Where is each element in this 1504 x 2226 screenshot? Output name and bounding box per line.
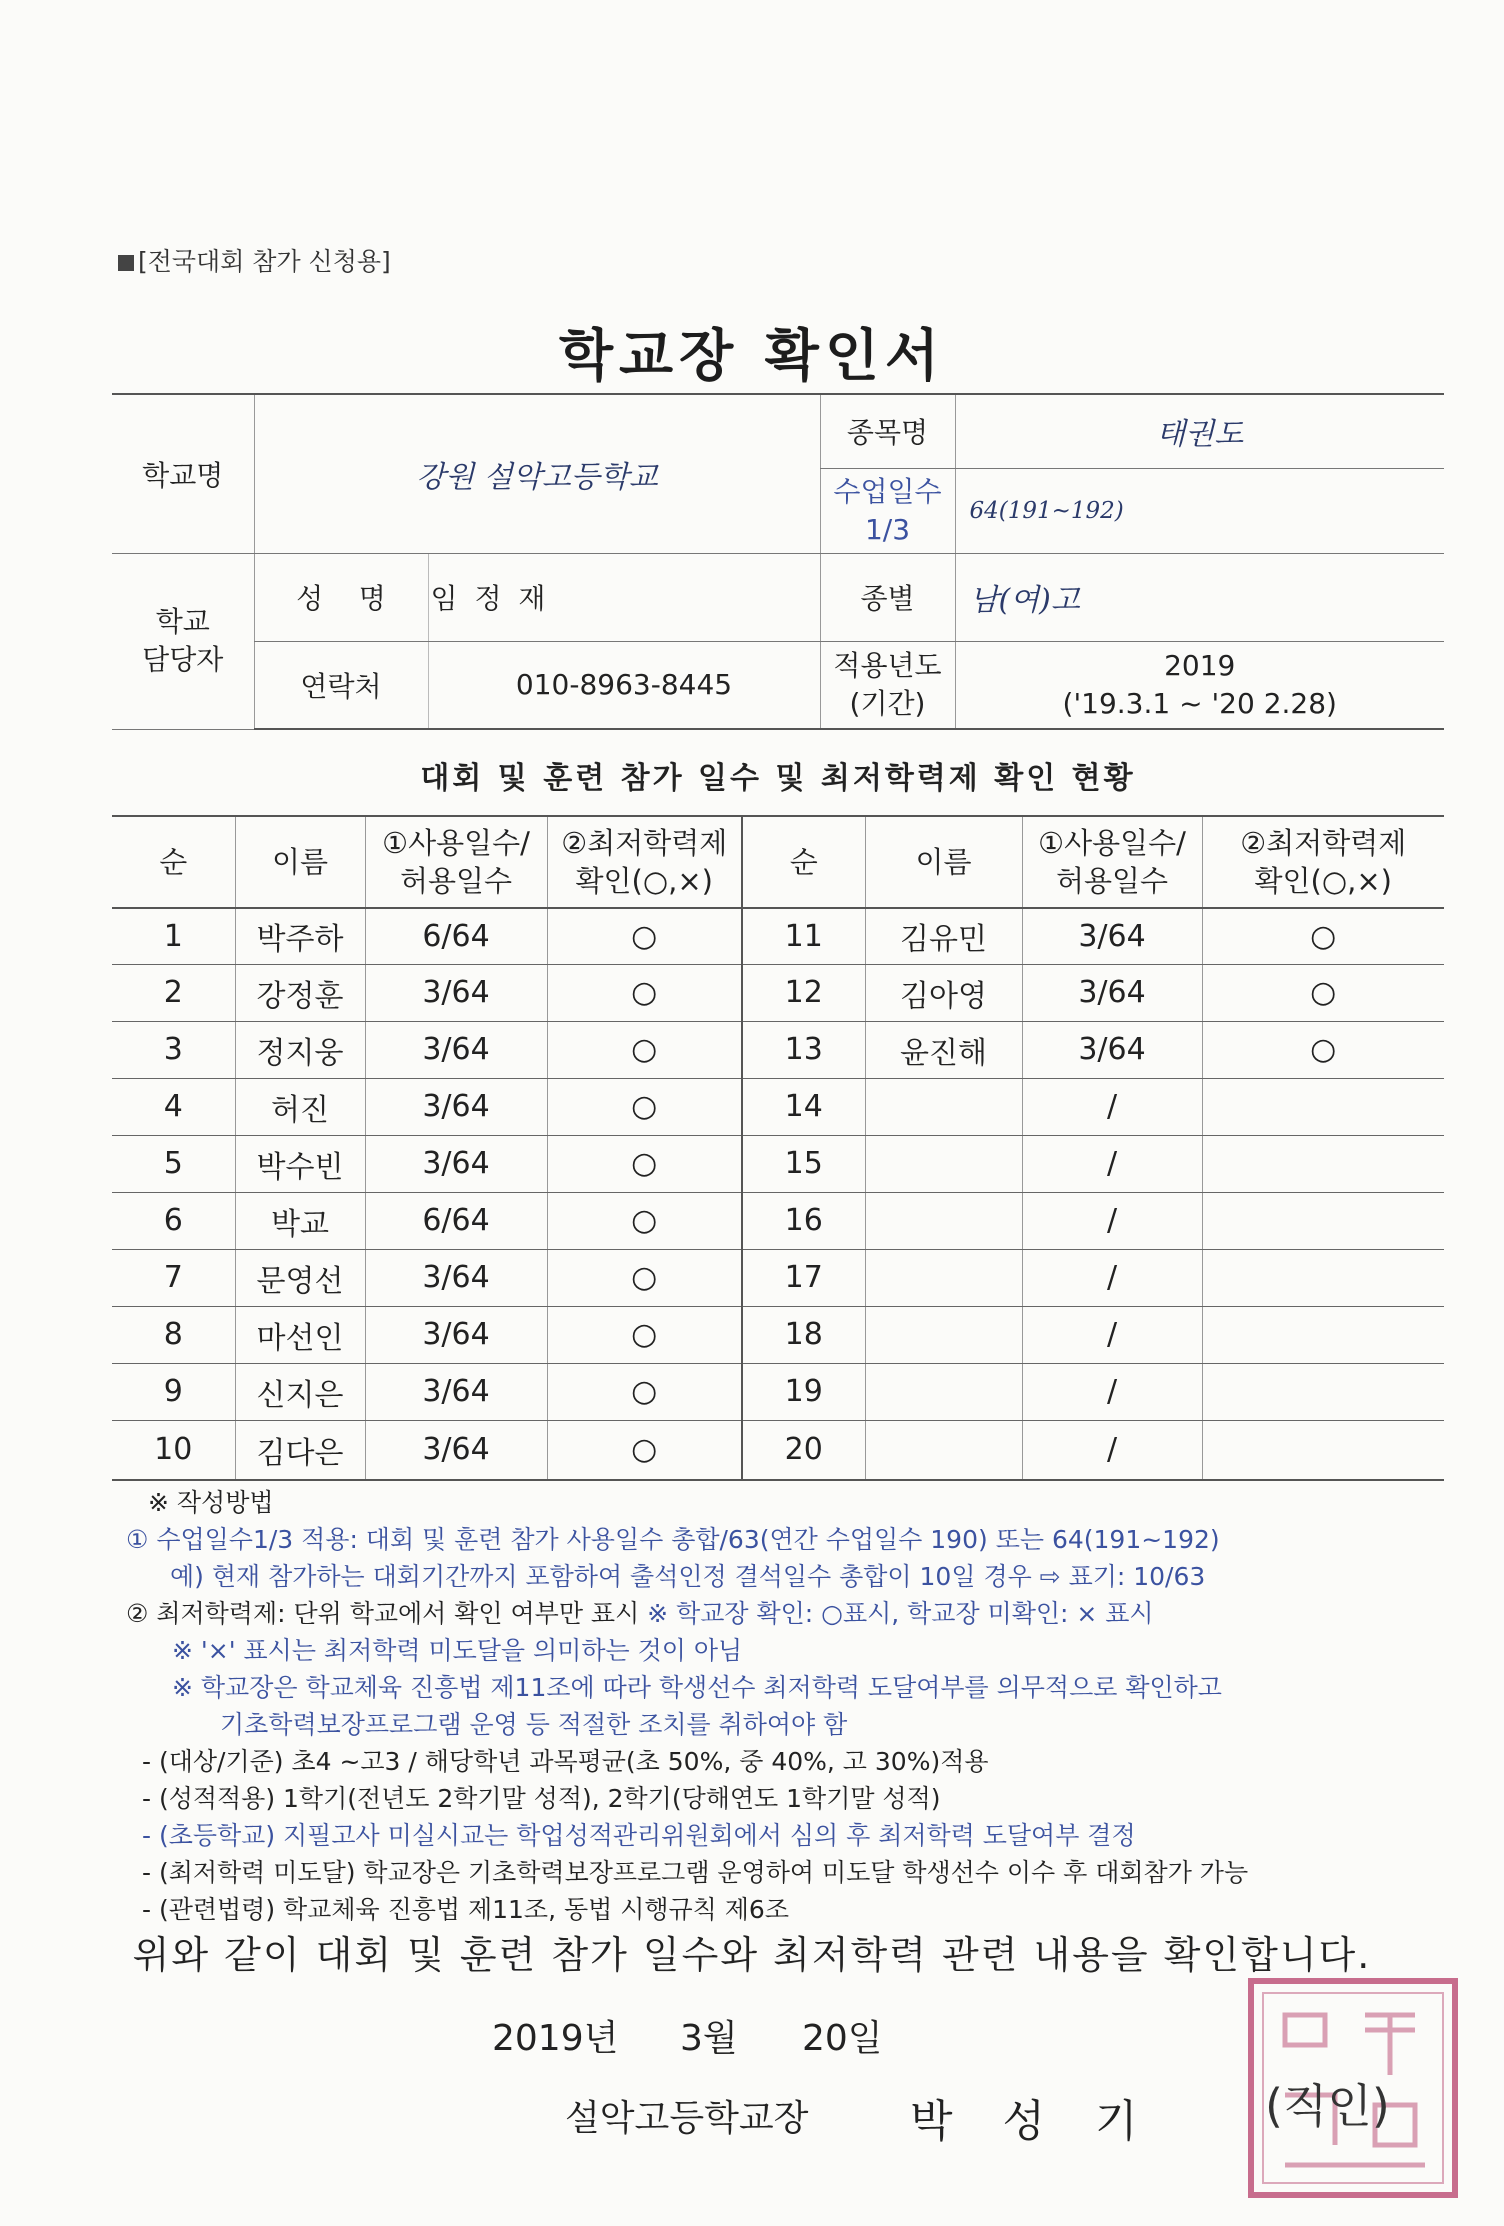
date-month: 3월 <box>680 2018 738 2059</box>
row-check: ○ <box>547 1249 742 1306</box>
row-name: 정지웅 <box>235 1021 365 1078</box>
class-days-value: 64(191~192) <box>955 468 1444 553</box>
row-check <box>1202 1420 1444 1480</box>
row-days: 3/64 <box>365 964 547 1021</box>
row-no: 10 <box>112 1420 235 1480</box>
row-check <box>1202 1135 1444 1192</box>
table-row <box>112 1363 1444 1420</box>
row-days: 3/64 <box>365 1078 547 1135</box>
form-type-tag: [전국대회 참가 신청용] <box>118 242 391 278</box>
row-name: 박수빈 <box>235 1135 365 1192</box>
row-no: 18 <box>742 1306 865 1363</box>
row-days: 3/64 <box>1022 908 1202 964</box>
table-row <box>112 1249 1444 1306</box>
roster-title: 대회 및 훈련 참가 일수 및 최저학력제 확인 현황 <box>420 761 1136 796</box>
principal-name: 박 성 기 <box>910 2096 1156 2147</box>
row-name <box>865 1078 1022 1135</box>
table-row <box>112 1135 1444 1192</box>
roster-table <box>112 815 1444 1481</box>
document-title: 학교장 확인서 <box>558 324 946 389</box>
row-days: / <box>1022 1363 1202 1420</box>
row-days: 6/64 <box>365 908 547 964</box>
row-check: ○ <box>547 1078 742 1135</box>
principal-school: 설악고등학교장 <box>565 2098 809 2139</box>
contact-value: 010-8963-8445 <box>428 641 820 729</box>
table-row <box>112 1021 1444 1078</box>
row-days: / <box>1022 1192 1202 1249</box>
school-name-label: 학교명 <box>112 394 254 553</box>
row-name <box>865 1363 1022 1420</box>
school-info-table <box>112 393 1444 730</box>
row-name: 강정훈 <box>235 964 365 1021</box>
table-row <box>112 1420 1444 1480</box>
table-row <box>112 908 1444 964</box>
col-name-header-right: 이름 <box>865 816 1022 908</box>
row-name <box>865 1249 1022 1306</box>
row-name: 문영선 <box>235 1249 365 1306</box>
row-name: 마선인 <box>235 1306 365 1363</box>
row-name <box>865 1420 1022 1480</box>
instructions <box>126 1484 1460 1928</box>
row-name: 김유민 <box>865 908 1022 964</box>
row-name: 윤진해 <box>865 1021 1022 1078</box>
row-no: 4 <box>112 1078 235 1135</box>
row-check: ○ <box>547 908 742 964</box>
school-name-value: 강원 설악고등학교 <box>254 394 820 553</box>
row-check <box>1202 1192 1444 1249</box>
row-no: 9 <box>112 1363 235 1420</box>
row-no: 11 <box>742 908 865 964</box>
row-check: ○ <box>547 1420 742 1480</box>
row-check: ○ <box>547 1306 742 1363</box>
row-no: 5 <box>112 1135 235 1192</box>
col-name-header: 이름 <box>235 816 365 908</box>
row-check <box>1202 1078 1444 1135</box>
row-name: 허진 <box>235 1078 365 1135</box>
row-no: 14 <box>742 1078 865 1135</box>
row-name: 박주하 <box>235 908 365 964</box>
row-days: 3/64 <box>365 1135 547 1192</box>
row-no: 15 <box>742 1135 865 1192</box>
col-days-header: ①사용일수/ 허용일수 <box>365 816 547 908</box>
seal-label: (직인) <box>1265 2079 1390 2133</box>
row-days: 3/64 <box>365 1363 547 1420</box>
row-no: 19 <box>742 1363 865 1420</box>
row-days: / <box>1022 1078 1202 1135</box>
row-days: / <box>1022 1135 1202 1192</box>
row-check <box>1202 1249 1444 1306</box>
row-name: 박교 <box>235 1192 365 1249</box>
bullet-5: - (관련법령) 학교체육 진흥법 제11조, 동법 시행규칙 제6조 <box>142 1895 789 1924</box>
gender-label: 종별 <box>820 553 955 641</box>
row-no: 8 <box>112 1306 235 1363</box>
row-check: ○ <box>1202 908 1444 964</box>
col-days-header-right: ①사용일수/ 허용일수 <box>1022 816 1202 908</box>
period-label: 적용년도 (기간) <box>820 641 955 729</box>
row-check: ○ <box>547 1192 742 1249</box>
row-check: ○ <box>547 1363 742 1420</box>
row-check: ○ <box>547 1135 742 1192</box>
row-check <box>1202 1363 1444 1420</box>
row-no: 17 <box>742 1249 865 1306</box>
row-days: 6/64 <box>365 1192 547 1249</box>
row-no: 6 <box>112 1192 235 1249</box>
note-4: ※ 학교장은 학교체육 진흥법 제11조에 따라 학생선수 최저학력 도달여부를 의무적으로 확인하고 <box>172 1673 1222 1702</box>
row-no: 20 <box>742 1420 865 1480</box>
row-name <box>865 1192 1022 1249</box>
notes-heading: ※ 작성방법 <box>148 1488 274 1517</box>
row-no: 7 <box>112 1249 235 1306</box>
gender-value: 남(여)고 <box>955 553 1444 641</box>
row-name <box>865 1135 1022 1192</box>
row-days: 3/64 <box>365 1306 547 1363</box>
row-no: 1 <box>112 908 235 964</box>
row-name: 김다은 <box>235 1420 365 1480</box>
row-check <box>1202 1306 1444 1363</box>
class-days-label: 수업일수 1/3 <box>820 468 955 553</box>
row-no: 2 <box>112 964 235 1021</box>
note-4-cont: 기초학력보장프로그램 운영 등 적절한 조치를 취하여야 함 <box>220 1710 848 1739</box>
note-2: ② 최저학력제: 단위 학교에서 확인 여부만 표시 ※ 학교장 확인: ○표시, 학교장 미확인: × 표시 <box>126 1599 1154 1628</box>
row-days: 3/64 <box>1022 1021 1202 1078</box>
table-row <box>112 1306 1444 1363</box>
bullet-4: - (최저학력 미도달) 학교장은 기초학력보장프로그램 운영하여 미도달 학생선수 이수 후 대회참가 가능 <box>142 1858 1249 1887</box>
col-check-header: ②최저학력제 확인(○,×) <box>547 816 742 908</box>
note-1-example: 예) 현재 참가하는 대회기간까지 포함하여 출석인정 결석일수 총합이 10일 경우 ⇨ 표기: 10/63 <box>170 1562 1206 1591</box>
row-days: 3/64 <box>365 1249 547 1306</box>
row-check: ○ <box>547 1021 742 1078</box>
table-row <box>112 1078 1444 1135</box>
row-name: 신지은 <box>235 1363 365 1420</box>
row-days: 3/64 <box>1022 964 1202 1021</box>
note-3: ※ '×' 표시는 최저학력 미도달을 의미하는 것이 아님 <box>172 1636 743 1665</box>
date-day: 20일 <box>802 2018 883 2059</box>
bullet-1: - (대상/기준) 초4 ~고3 / 해당학년 과목평균(초 50%, 중 40%, 고 30%)적용 <box>142 1747 989 1776</box>
confirmation-statement: 위와 같이 대회 및 훈련 참가 일수와 최저학력 관련 내용을 확인합니다. <box>132 1933 1372 1977</box>
row-name <box>865 1306 1022 1363</box>
row-days: / <box>1022 1306 1202 1363</box>
row-check: ○ <box>547 964 742 1021</box>
col-no-header-right: 순 <box>742 816 865 908</box>
date-year: 2019년 <box>492 2018 619 2059</box>
col-no-header: 순 <box>112 816 235 908</box>
row-days: / <box>1022 1420 1202 1480</box>
row-check: ○ <box>1202 1021 1444 1078</box>
bullet-3: - (초등학교) 지필고사 미실시교는 학업성적관리위원회에서 심의 후 최저학력 도달여부 결정 <box>142 1821 1136 1850</box>
period-value: 2019 ('19.3.1 ~ '20 2.28) <box>955 641 1444 729</box>
row-days: 3/64 <box>365 1021 547 1078</box>
bullet-2: - (성적적용) 1학기(전년도 2학기말 성적), 2학기(당해연도 1학기말 성적) <box>142 1784 941 1813</box>
row-no: 16 <box>742 1192 865 1249</box>
row-no: 3 <box>112 1021 235 1078</box>
manager-name-value: 임 정 재 <box>428 553 820 641</box>
row-no: 13 <box>742 1021 865 1078</box>
row-days: 3/64 <box>365 1420 547 1480</box>
contact-label: 연락처 <box>254 641 428 729</box>
note-1: ① 수업일수1/3 적용: 대회 및 훈련 참가 사용일수 총합/63(연간 수업일수 190) 또는 64(191~192) <box>126 1525 1220 1554</box>
row-no: 12 <box>742 964 865 1021</box>
col-check-header-right: ②최저학력제 확인(○,×) <box>1202 816 1444 908</box>
row-check: ○ <box>1202 964 1444 1021</box>
row-name: 김아영 <box>865 964 1022 1021</box>
manager-label: 학교 담당자 <box>112 553 254 729</box>
sport-label: 종목명 <box>820 394 955 468</box>
sport-value: 태권도 <box>955 394 1444 468</box>
manager-name-label: 성 명 <box>254 553 428 641</box>
row-days: / <box>1022 1249 1202 1306</box>
table-row <box>112 964 1444 1021</box>
table-row <box>112 1192 1444 1249</box>
square-bullet-icon <box>118 255 134 271</box>
